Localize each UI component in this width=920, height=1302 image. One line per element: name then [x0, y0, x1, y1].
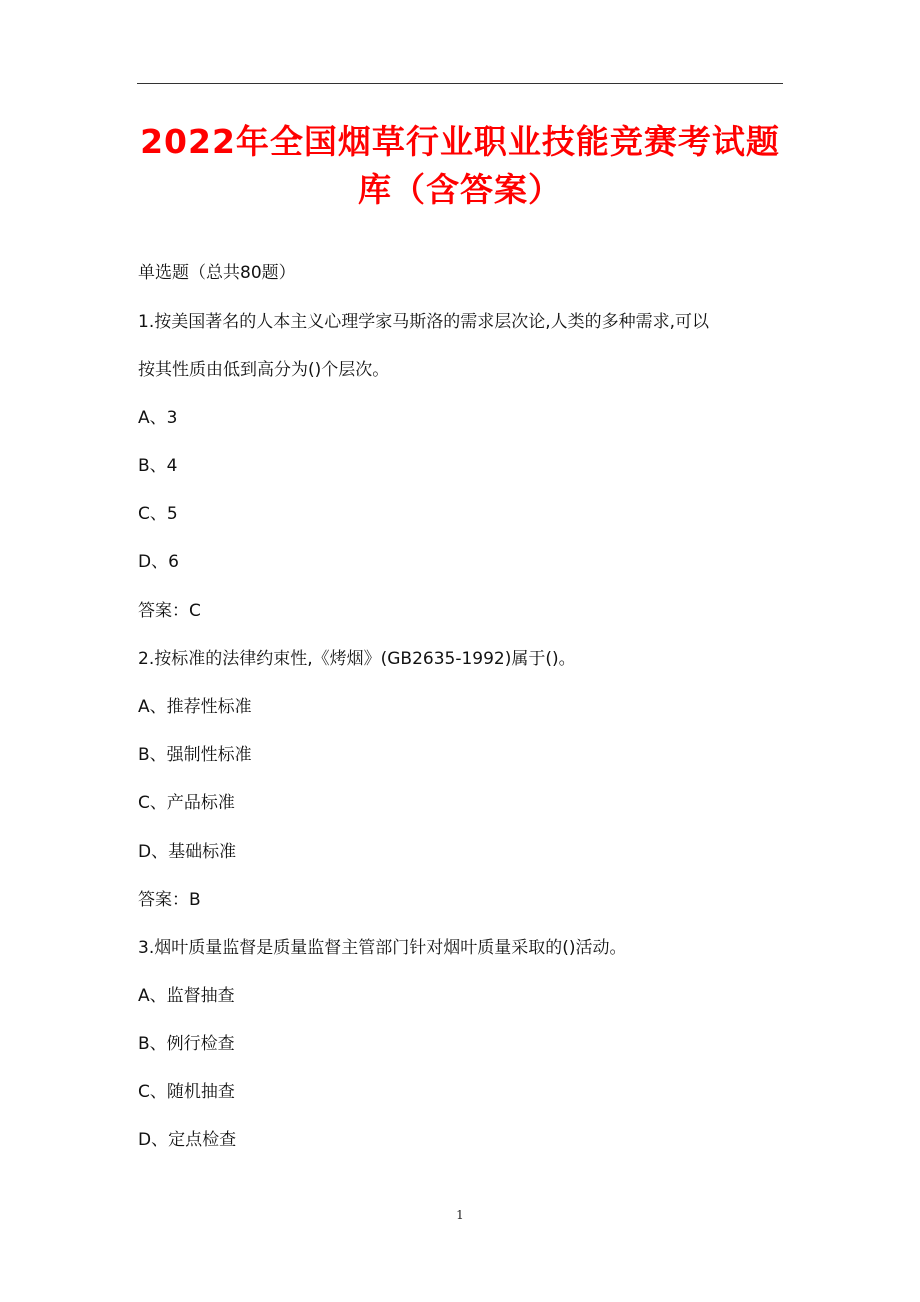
question-1-stem-line-2: 按其性质由低到高分为()个层次。: [138, 360, 390, 380]
page-number: 1: [456, 1208, 464, 1222]
question-3-option-b: B、例行检查: [138, 1034, 235, 1054]
question-2-stem: 2.按标准的法律约束性,《烤烟》(GB2635-1992)属于()。: [138, 649, 576, 669]
question-2-option-c: C、产品标准: [138, 793, 235, 813]
document-title-line-1: 2022年全国烟草行业职业技能竞赛考试题: [140, 122, 780, 161]
question-1-option-d: D、6: [138, 552, 179, 572]
question-1-answer: 答案：C: [138, 601, 201, 621]
question-3-option-d: D、定点检查: [138, 1130, 237, 1150]
question-2-option-a: A、推荐性标准: [138, 697, 252, 717]
question-1-stem-line-1: 1.按美国著名的人本主义心理学家马斯洛的需求层次论,人类的多种需求,可以: [138, 312, 710, 332]
question-2-option-b: B、强制性标准: [138, 745, 252, 765]
question-1-option-c: C、5: [138, 504, 178, 524]
question-1-option-b: B、4: [138, 456, 178, 476]
question-1-option-a: A、3: [138, 408, 178, 428]
question-3-stem: 3.烟叶质量监督是质量监督主管部门针对烟叶质量采取的()活动。: [138, 938, 627, 958]
document-title-line-2: 库（含答案）: [358, 170, 562, 209]
header-rule: [137, 83, 783, 84]
question-2-answer: 答案：B: [138, 890, 201, 910]
question-3-option-c: C、随机抽查: [138, 1082, 235, 1102]
question-2-option-d: D、基础标准: [138, 842, 237, 862]
document-title: [120, 118, 800, 214]
question-3-option-a: A、监督抽查: [138, 986, 235, 1006]
section-heading: 单选题（总共80题）: [138, 263, 296, 283]
